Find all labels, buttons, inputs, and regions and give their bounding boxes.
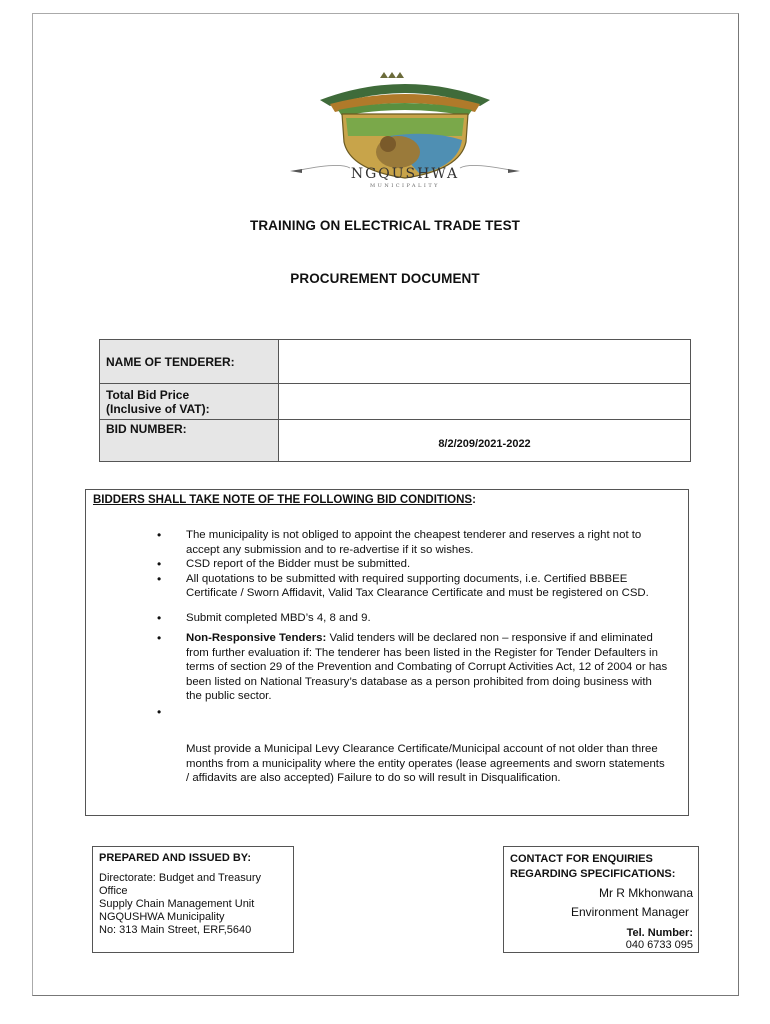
logo-subtitle: MUNICIPALITY [370, 183, 440, 189]
contact-box [503, 846, 699, 953]
tenderer-name-label: NAME OF TENDERER: [100, 340, 279, 384]
tender-row-name [100, 340, 691, 384]
condition-item-empty [148, 705, 668, 720]
contact-heading: CONTACT FOR ENQUIRIES REGARDING SPECIFICATIONS: [510, 853, 676, 880]
document-subtitle: PROCUREMENT DOCUMENT [290, 271, 480, 286]
bid-number-label: BID NUMBER: [100, 420, 279, 462]
condition-item: • All quotations to be submitted with required supporting documents, i.e. Certified BBBEE Certificate / Sworn Affidavit, Valid Tax Clearance Certificate and must be registered on CSD. [148, 572, 668, 601]
prepared-by-heading: PREPARED AND ISSUED BY: [99, 852, 251, 864]
contact-tel-label: Tel. Number: [626, 927, 693, 939]
condition-item-nonresponsive [148, 631, 668, 704]
contact-role: Environment Manager [570, 905, 689, 919]
condition-item: • CSD report of the Bidder must be submitted. [148, 557, 668, 572]
document-title: TRAINING ON ELECTRICAL TRADE TEST [249, 218, 521, 233]
tender-row-bid-number [100, 420, 691, 462]
bid-price-field[interactable] [279, 384, 691, 420]
levy-condition-text: Must provide a Municipal Levy Clearance Certificate/Municipal account of not older than three months from a municipality where the entity operates (lease agreements and sworn statements / affidavits are also accepted) Failure to do so will result in Disqualification. [186, 743, 665, 784]
bid-conditions-list [148, 528, 668, 719]
bid-conditions-heading [93, 493, 476, 508]
bid-conditions-heading-colon: : [472, 494, 476, 506]
bid-number-value: 8/2/209/2021-2022 [279, 420, 691, 462]
prepared-by-box [92, 846, 294, 953]
bid-conditions-heading-text: BIDDERS SHALL TAKE NOTE OF THE FOLLOWING BID CONDITIONS [93, 494, 473, 506]
nonresponsive-label: Non-Responsive Tenders: [186, 632, 327, 644]
prepared-line: No: 313 Main Street, ERF,5640 [99, 924, 252, 936]
contact-tel-number: 040 6733 095 [625, 939, 693, 951]
tender-info-table [99, 339, 691, 462]
bid-price-label [100, 384, 279, 420]
contact-name: Mr R Mkhonwana [598, 886, 693, 900]
tender-row-price [100, 384, 691, 420]
municipality-crest-logo [280, 70, 530, 190]
logo-name: NGQUSHWA [350, 166, 460, 182]
nonresponsive-text: Valid tenders will be declared non – responsive if and eliminated from further evaluation if: The tenderer has been listed in the Register for Tender Defaulters in terms of section 29 of the Prevention and Combating of Corrupt Activities Act, 12 of 2004 or has been listed on National Treasury’s database as a person prohibited from doing business with the public sector. [186, 632, 668, 702]
bid-price-label-line2: (Inclusive of VAT): [106, 401, 210, 416]
condition-item: • Submit completed MBD’s 4, 8 and 9. [148, 611, 668, 626]
prepared-by-details [99, 872, 289, 937]
bid-price-label-line1: Total Bid Price [106, 387, 190, 402]
prepared-line: Directorate: Budget and Treasury Office [99, 872, 262, 897]
tenderer-name-field[interactable] [279, 340, 691, 384]
prepared-line: Supply Chain Management Unit [99, 898, 255, 910]
condition-item: • The municipality is not obliged to appoint the cheapest tenderer and reserves a right not to accept any submission and to re-advertise if it so wishes. [148, 528, 668, 557]
bid-conditions-box [85, 489, 689, 816]
prepared-line: NGQUSHWA Municipality [99, 911, 225, 923]
